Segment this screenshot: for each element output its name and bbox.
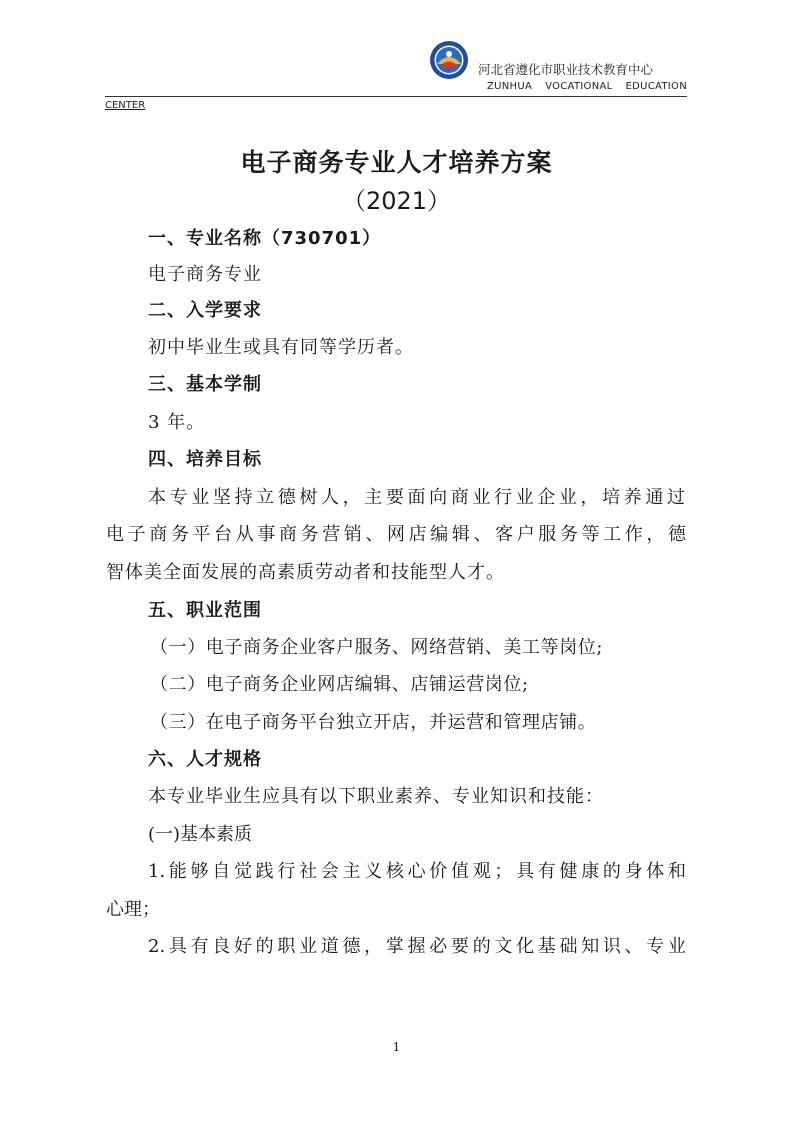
organization-name-en xyxy=(487,81,687,92)
paragraph-line: 智体美全面发展的高素质劳动者和技能型人才。 xyxy=(106,562,505,583)
school-emblem-icon xyxy=(429,40,469,80)
org-en-word: EDUCATION xyxy=(625,81,687,92)
paragraph: 3 年。 xyxy=(148,412,206,433)
paragraph-line: 心理； xyxy=(106,899,160,920)
document-title: 电子商务专业人才培养方案 xyxy=(240,148,553,177)
org-en-word: ZUNHUA xyxy=(487,81,533,92)
list-item: （三）在电子商务平台独立开店，并运营和管理店铺。 xyxy=(150,712,597,733)
paragraph-line: 2.具有良好的职业道德，掌握必要的文化基础知识、专业 xyxy=(148,936,686,957)
section-heading: 五、职业范围 xyxy=(148,600,262,621)
section-heading: 三、基本学制 xyxy=(148,374,262,395)
header-divider xyxy=(105,96,687,97)
paragraph-line: 电子商务平台从事商务营销、网店编辑、客户服务等工作，德 xyxy=(106,524,686,545)
paragraph: 本专业毕业生应具有以下职业素养、专业知识和技能： xyxy=(148,786,604,807)
paragraph: 初中毕业生或具有同等学历者。 xyxy=(148,337,414,358)
paragraph-line: 1.能够自觉践行社会主义核心价值观；具有健康的身体和 xyxy=(148,861,686,882)
section-heading: 一、专业名称（730701） xyxy=(148,228,382,249)
page-number: 1 xyxy=(392,1040,401,1054)
list-item: （二）电子商务企业网店编辑、店铺运营岗位; xyxy=(150,674,529,695)
organization-name-en-tail: CENTER xyxy=(105,100,146,111)
org-en-word: VOCATIONAL xyxy=(545,81,613,92)
section-heading: 二、入学要求 xyxy=(148,300,262,321)
list-item: （一）电子商务企业客户服务、网络营销、美工等岗位; xyxy=(150,637,604,658)
paragraph-line: 本专业坚持立德树人，主要面向商业行业企业，培养通过 xyxy=(148,487,686,508)
section-heading: 四、培养目标 xyxy=(148,449,262,470)
paragraph: 电子商务专业 xyxy=(148,264,262,285)
section-heading: 六、人才规格 xyxy=(148,749,262,770)
document-year: （2021） xyxy=(341,187,452,215)
sub-heading: (一)基本素质 xyxy=(148,824,253,845)
organization-name-cn: 河北省遵化市职业技术教育中心 xyxy=(478,62,654,77)
